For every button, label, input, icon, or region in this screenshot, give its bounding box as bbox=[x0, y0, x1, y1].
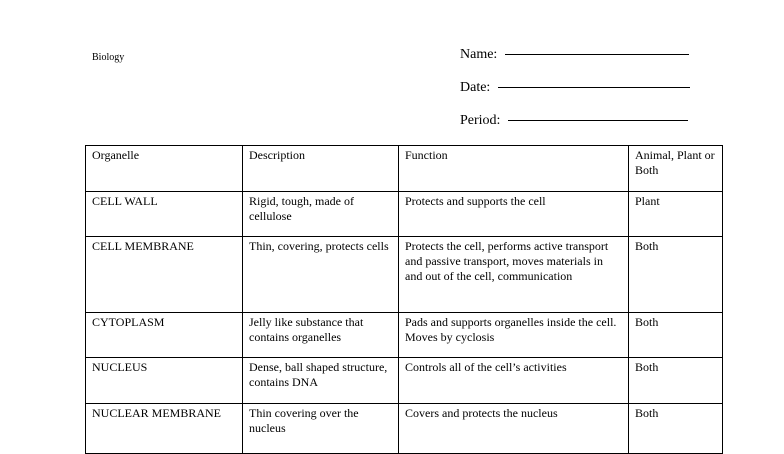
cell-function: Covers and protects the nucleus bbox=[399, 404, 629, 454]
subject-label: Biology bbox=[92, 52, 125, 63]
cell-description: Jelly like substance that contains organelles bbox=[243, 313, 399, 358]
cell-function: Protects and supports the cell bbox=[399, 192, 629, 237]
cell-function: Pads and supports organelles inside the cell. Moves by cyclosis bbox=[399, 313, 629, 358]
name-field bbox=[460, 47, 689, 63]
name-blank-line[interactable] bbox=[505, 53, 689, 55]
header-function: Function bbox=[399, 146, 629, 192]
header-description: Description bbox=[243, 146, 399, 192]
header-organelle: Organelle bbox=[86, 146, 243, 192]
cell-description: Dense, ball shaped structure, contains DNA bbox=[243, 358, 399, 404]
cell-function: Controls all of the cell’s activities bbox=[399, 358, 629, 404]
cell-organelle: NUCLEUS bbox=[86, 358, 243, 404]
cell-type: Both bbox=[629, 313, 723, 358]
cell-description: Thin, covering, protects cells bbox=[243, 237, 399, 313]
table-row bbox=[86, 237, 723, 313]
period-blank-line[interactable] bbox=[508, 119, 688, 121]
header-animal-plant: Animal, Plant or Both bbox=[629, 146, 723, 192]
cell-type: Both bbox=[629, 237, 723, 313]
table-row bbox=[86, 358, 723, 404]
period-field bbox=[460, 113, 688, 129]
date-blank-line[interactable] bbox=[498, 86, 690, 88]
cell-type: Both bbox=[629, 358, 723, 404]
cell-description: Thin covering over the nucleus bbox=[243, 404, 399, 454]
date-field bbox=[460, 80, 690, 96]
cell-description: Rigid, tough, made of cellulose bbox=[243, 192, 399, 237]
date-label: Date: bbox=[460, 80, 491, 95]
table-row bbox=[86, 313, 723, 358]
cell-organelle: CELL WALL bbox=[86, 192, 243, 237]
cell-type: Plant bbox=[629, 192, 723, 237]
name-label: Name: bbox=[460, 47, 498, 62]
cell-type: Both bbox=[629, 404, 723, 454]
period-label: Period: bbox=[460, 113, 501, 128]
table-header-row bbox=[86, 146, 723, 192]
cell-organelle: CELL MEMBRANE bbox=[86, 237, 243, 313]
cell-function: Protects the cell, performs active transport and passive transport, moves materials in and out of the cell, communication bbox=[399, 237, 629, 313]
table-row bbox=[86, 404, 723, 454]
table-row bbox=[86, 192, 723, 237]
cell-organelle: NUCLEAR MEMBRANE bbox=[86, 404, 243, 454]
organelle-table bbox=[85, 145, 723, 454]
cell-organelle: CYTOPLASM bbox=[86, 313, 243, 358]
